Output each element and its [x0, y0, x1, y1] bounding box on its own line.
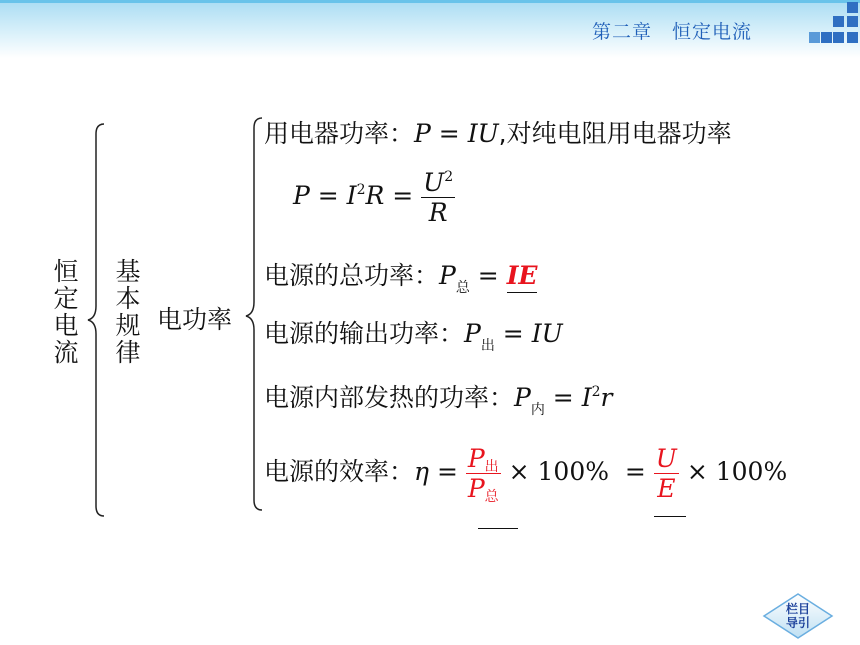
formula-row-6: 电源的效率：η = $\frac{\text{P出}}{\text{P总}}$ × 100% = $\frac{U}{E}$ × 100%: [264, 444, 788, 505]
row4-sub: 出: [480, 338, 495, 354]
row2-p: P: [293, 181, 310, 210]
row4-rhs: IU: [531, 319, 563, 348]
row5-p: P: [514, 383, 531, 412]
row2-u-sq: 2: [444, 169, 454, 185]
row1-lhs: P: [414, 119, 431, 148]
row3-p: P: [439, 261, 456, 290]
row6-num-p: P: [467, 444, 485, 473]
formula-row-1: 用电器功率：P = IU,对纯电阻用电器功率: [264, 119, 732, 148]
outline-level3: 电功率: [157, 305, 233, 334]
row1-rhs: IU: [467, 119, 499, 148]
chapter-title: 第二章 恒定电流: [592, 21, 753, 43]
row5-r: r: [600, 383, 613, 412]
row6-eta: η: [414, 457, 429, 486]
row4-label: 电源的输出功率：: [264, 319, 465, 348]
nav-section-guide-button[interactable]: [762, 592, 834, 640]
row6-num-sub: 出: [484, 459, 499, 475]
outline-level2: 基本规律: [115, 257, 141, 367]
row6-den-p: P: [467, 474, 485, 503]
row6-blank-underline-1: [478, 528, 518, 529]
row6-fraction-2: [654, 444, 679, 503]
row6-times-2: × 100%: [686, 457, 788, 486]
row5-sq: 2: [591, 384, 601, 400]
formula-row-4: 电源的输出功率：$P_出$ = IU: [264, 319, 563, 354]
row6-times-1: × 100%: [508, 457, 609, 486]
row6-den-e: E: [654, 473, 679, 503]
row1-label: 用电器功率：: [264, 119, 415, 148]
row5-label: 电源内部发热的功率：: [264, 383, 515, 412]
row4-p: P: [464, 319, 481, 348]
row2-u: U: [423, 168, 445, 197]
row6-fraction-1: [466, 444, 501, 503]
row3-answer: IE: [507, 261, 538, 293]
row6-den-sub: 总: [484, 489, 499, 505]
brace-level3: [246, 118, 262, 510]
row5-i: I: [581, 383, 592, 412]
row1-tail: ,对纯电阻用电器功率: [498, 119, 732, 148]
formula-row-3: 电源的总功率：$P_总$ = IE: [264, 261, 538, 296]
row2-fraction: [421, 168, 455, 227]
nav-line1: 栏目: [785, 602, 810, 616]
row2-sq: 2: [356, 182, 366, 198]
row3-label: 电源的总功率：: [264, 261, 440, 290]
row6-blank-underline-2: [654, 516, 686, 517]
outline-level1: 恒定电流: [53, 257, 79, 367]
row2-i: I: [346, 181, 357, 210]
formula-row-2: $P = I^2R$ = $\frac{U^2}{R}$: [293, 168, 454, 227]
formula-row-5: 电源内部发热的功率：$P_内 = I^2r$: [264, 383, 613, 418]
row5-sub: 内: [530, 402, 545, 418]
nav-line2: 导引: [785, 616, 810, 630]
row6-label: 电源的效率：: [264, 457, 415, 486]
brace-level1: [88, 124, 104, 516]
row3-sub: 总: [455, 280, 470, 296]
row6-num-u: U: [655, 444, 677, 473]
row2-den: R: [421, 197, 455, 227]
row2-r: R: [365, 181, 385, 210]
